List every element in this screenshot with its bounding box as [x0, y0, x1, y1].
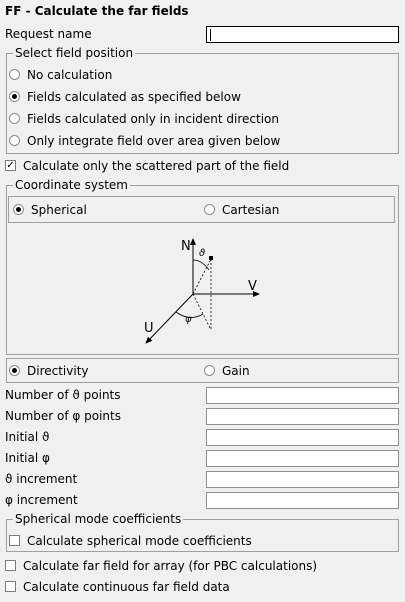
checkmark-icon: ✓ [6, 160, 15, 171]
radio-gain[interactable] [204, 365, 215, 376]
request-name-label: Request name [5, 27, 92, 41]
radio-spherical-label: Spherical [31, 203, 87, 217]
ground-projection [193, 294, 211, 330]
radio-directivity-label: Directivity [27, 364, 89, 378]
radio-integrate-area[interactable] [9, 135, 20, 146]
radio-no-calculation[interactable] [9, 69, 20, 80]
phi-increment-input[interactable] [206, 492, 399, 509]
phi-symbol: φ [185, 314, 192, 325]
spherical-modes-title: Spherical mode coefficients [15, 512, 182, 526]
radio-integrate-area-label: Only integrate field over area given below [27, 134, 281, 148]
theta-points-label: Number of ϑ points [5, 388, 121, 402]
radio-incident-direction-label: Fields calculated only in incident direction [27, 112, 279, 126]
theta-points-input[interactable] [206, 387, 399, 404]
scattered-only-label: Calculate only the scattered part of the field [23, 159, 290, 173]
theta-increment-label: ϑ increment [5, 472, 78, 486]
radio-no-calculation-label: No calculation [27, 68, 113, 82]
radio-fields-as-specified[interactable] [9, 91, 20, 102]
continuous-far-field-label: Calculate continuous far field data [23, 580, 230, 594]
phi-points-label: Number of φ points [5, 409, 121, 423]
continuous-far-field-checkbox[interactable] [5, 581, 16, 592]
n-axis-label: N [181, 239, 191, 254]
field-position-title: Select field position [15, 46, 134, 60]
radio-gain-label: Gain [222, 364, 250, 378]
coordinate-system-title: Coordinate system [15, 178, 128, 192]
radio-spherical[interactable] [13, 204, 24, 215]
radio-incident-direction[interactable] [9, 113, 20, 124]
phi-points-input[interactable] [206, 408, 399, 425]
radio-cartesian-label: Cartesian [222, 203, 280, 217]
scattered-only-checkbox[interactable] [5, 160, 16, 171]
radial-line [193, 259, 211, 294]
radio-cartesian[interactable] [204, 204, 215, 215]
theta-increment-input[interactable] [206, 471, 399, 488]
radio-directivity[interactable] [9, 365, 20, 376]
theta-symbol: ϑ [199, 248, 206, 259]
field-point [209, 256, 213, 260]
spherical-modes-checkbox[interactable] [9, 535, 20, 546]
request-name-input[interactable] [206, 26, 399, 43]
array-far-field-checkbox[interactable] [5, 560, 16, 571]
u-axis-label: U [144, 321, 154, 336]
initial-theta-input[interactable] [206, 429, 399, 446]
radio-fields-as-specified-label: Fields calculated as specified below [27, 90, 241, 104]
text-caret [210, 29, 211, 41]
v-axis-label: V [248, 279, 257, 294]
spherical-modes-label: Calculate spherical mode coefficients [27, 534, 252, 548]
theta-arc [193, 260, 209, 270]
phi-increment-label: φ increment [5, 493, 78, 507]
initial-theta-label: Initial ϑ [5, 430, 50, 444]
initial-phi-input[interactable] [206, 450, 399, 467]
array-far-field-label: Calculate far field for array (for PBC calculations) [23, 559, 318, 573]
dialog-title: FF - Calculate the far fields [5, 4, 189, 18]
initial-phi-label: Initial φ [5, 451, 50, 465]
